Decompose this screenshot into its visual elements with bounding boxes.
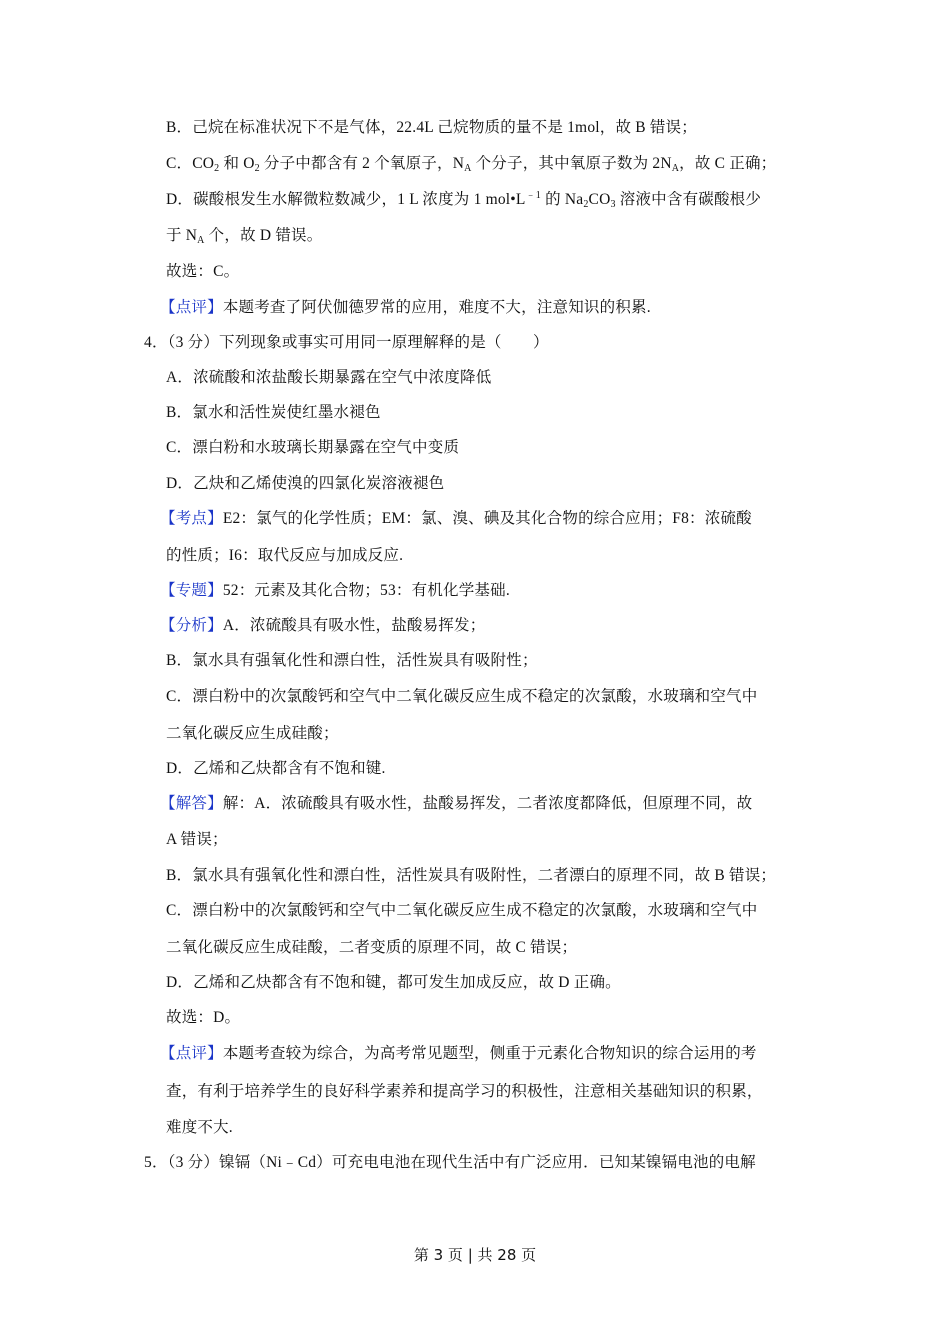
- kaodian-tag: 【考点】: [160, 510, 223, 527]
- q4-dianping: 【点评】本题考查较为综合，为高考常见题型，侧重于元素化合物知识的综合运用的考: [160, 1045, 757, 1062]
- q3-option-d-explanation: D．碳酸根发生水解微粒数减少，1 L 浓度为 1 $mol•L^{﹣1}$ 的 $Na_2CO_3$ 溶液中含有碳酸根少: [166, 190, 762, 210]
- q4-option-c: C．漂白粉和水玻璃长期暴露在空气中变质: [166, 439, 460, 456]
- q4-option-a: A．浓硫酸和浓盐酸长期暴露在空气中浓度降低: [166, 369, 492, 386]
- dianping-tag: 【点评】: [160, 1045, 223, 1062]
- q4-jieda: 【解答】解：A．浓硫酸具有吸水性，盐酸易挥发，二者浓度都降低，但原理不同，故: [160, 795, 753, 812]
- q4-kaodian-cont: 的性质；I6：取代反应与加成反应.: [166, 547, 404, 564]
- q4-jieda-b: B．氯水具有强氧化性和漂白性，活性炭具有吸附性，二者漂白的原理不同，故 B 错误；: [166, 867, 777, 884]
- q4-option-b: B．氯水和活性炭使红墨水褪色: [166, 404, 381, 421]
- q3-comment: 【点评】本题考查了阿伏伽德罗常的应用，难度不大，注意知识的积累.: [160, 299, 651, 316]
- q4-jieda-a-cont: A 错误；: [166, 831, 228, 848]
- q4-fenxi: 【分析】A．浓硫酸具有吸水性，盐酸易挥发；: [160, 617, 486, 634]
- q4-fenxi-d: D．乙烯和乙炔都含有不饱和键.: [166, 760, 386, 777]
- q4-kaodian: 【考点】E2：氯气的化学性质；EM：氯、溴、碘及其化合物的综合应用；F8：浓硫酸: [160, 510, 752, 527]
- comment-tag: 【点评】: [160, 299, 223, 316]
- q4-dianping-cont2: 难度不大.: [166, 1119, 233, 1136]
- q4-dianping-cont: 查，有利于培养学生的良好科学素养和提高学习的积极性，注意相关基础知识的积累，: [166, 1083, 763, 1100]
- q4-option-d: D．乙炔和乙烯使溴的四氯化炭溶液褪色: [166, 475, 445, 492]
- q4-zhuanti: 【专题】52：元素及其化合物；53：有机化学基础.: [160, 582, 510, 599]
- q5-stem: 5．（3 分）镍镉（Ni﹣Cd）可充电电池在现代生活中有广泛应用．已知某镍镉电池的电解: [144, 1154, 756, 1171]
- q3-option-c-explanation: C．$CO_2$ 和 $O_2$ 分子中都含有 2 个氧原子，$N_A$ 个分子，其中氧原子数为 $2N_A$，故 C 正确；: [166, 155, 777, 174]
- q4-stem: 4．（3 分）下列现象或事实可用同一原理解释的是（ ）: [144, 334, 549, 351]
- q4-jieda-c-cont: 二氧化碳反应生成硅酸，二者变质的原理不同，故 C 错误；: [166, 939, 578, 956]
- q3-answer: 故选：C。: [166, 263, 240, 280]
- q4-fenxi-c-cont: 二氧化碳反应生成硅酸；: [166, 725, 339, 742]
- page-footer: 第 3 页 | 共 28 页: [413, 1246, 537, 1264]
- fenxi-tag: 【分析】: [160, 617, 223, 634]
- q3-option-b-explanation: B．己烷在标准状况下不是气体，22.4L 己烷物质的量不是 1mol，故 B 错误；: [166, 119, 697, 136]
- q3-option-d-explanation-cont: 于 $N_A$ 个，故 D 错误。: [166, 227, 323, 246]
- q4-jieda-d: D．乙烯和乙炔都含有不饱和键，都可发生加成反应，故 D 正确。: [166, 974, 621, 991]
- q4-jieda-c: C．漂白粉中的次氯酸钙和空气中二氧化碳反应生成不稳定的次氯酸，水玻璃和空气中: [166, 902, 758, 919]
- jieda-tag: 【解答】: [160, 795, 223, 812]
- q4-fenxi-b: B．氯水具有强氧化性和漂白性，活性炭具有吸附性；: [166, 652, 538, 669]
- zhuanti-tag: 【专题】: [160, 582, 223, 599]
- q4-fenxi-c: C．漂白粉中的次氯酸钙和空气中二氧化碳反应生成不稳定的次氯酸，水玻璃和空气中: [166, 688, 758, 705]
- q4-answer: 故选：D。: [166, 1009, 241, 1026]
